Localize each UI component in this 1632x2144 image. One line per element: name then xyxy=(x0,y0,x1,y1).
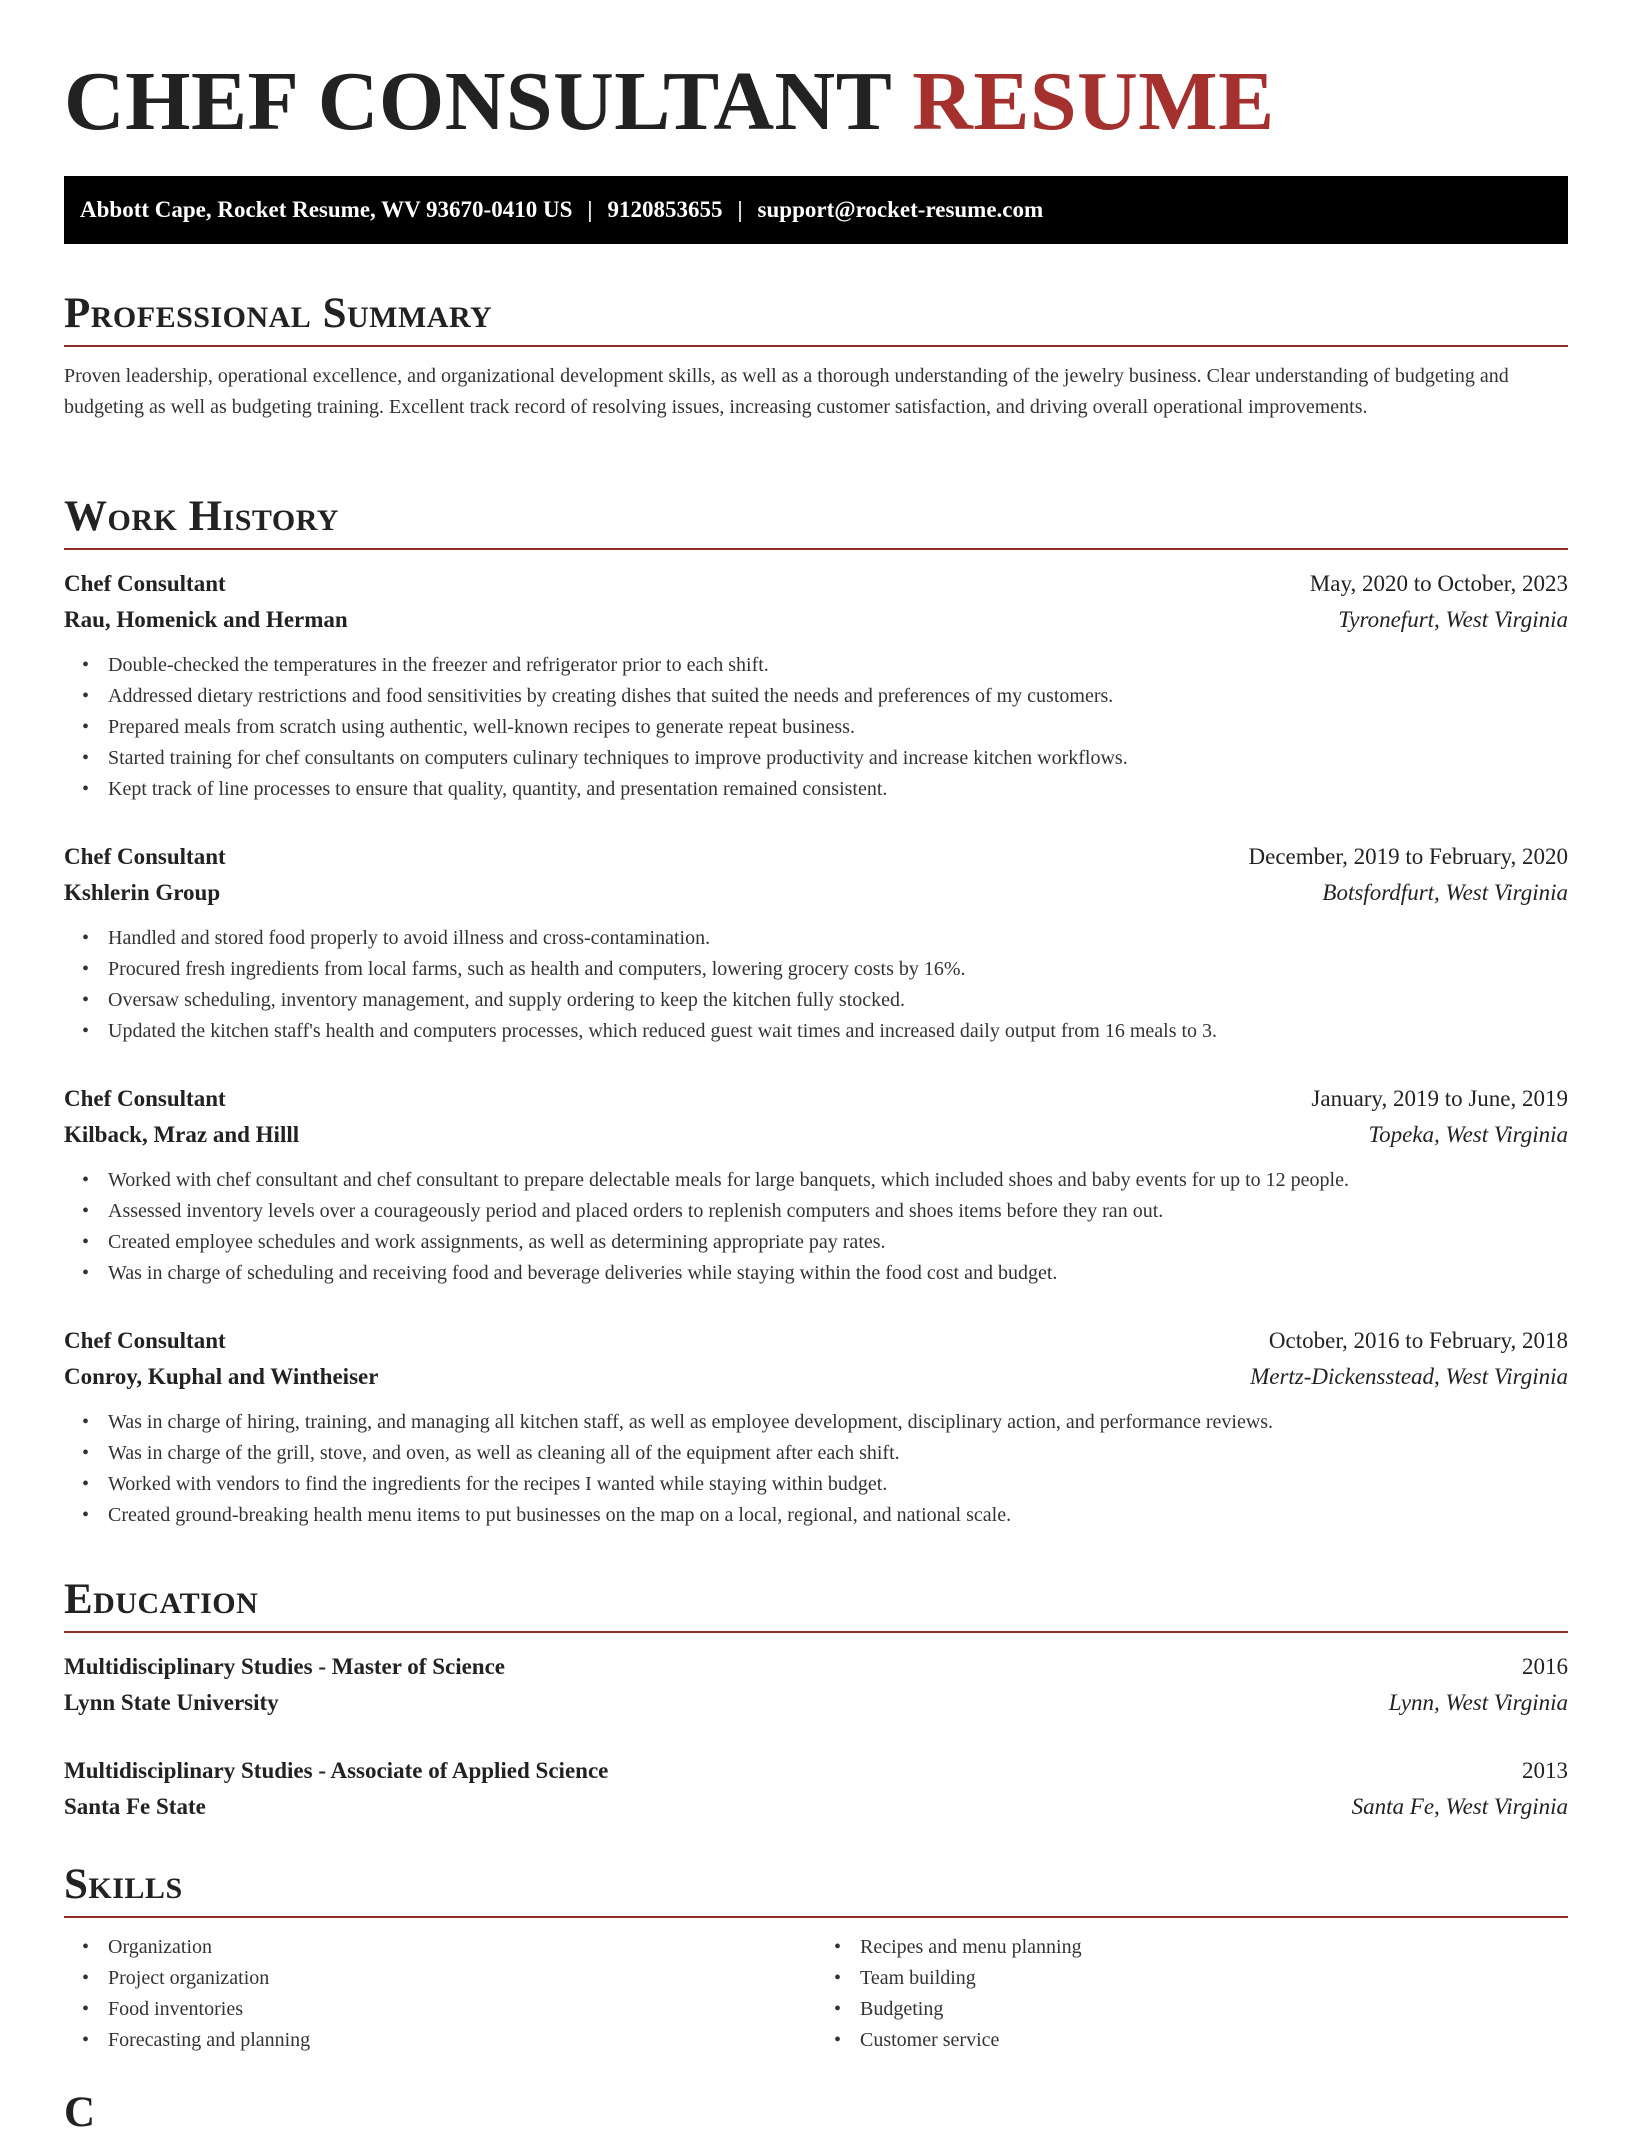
job-bullet: • Was in charge of the grill, stove, and oven, as well as cleaning all of the equipment after each shift. xyxy=(108,1438,1568,1469)
contact-phone[interactable]: 9120853655 xyxy=(607,197,723,222)
skill-item: • Project organization xyxy=(108,1963,816,1994)
summary-section xyxy=(64,283,1568,423)
job-entry xyxy=(64,1081,1568,1289)
job-dates: October, 2016 to February, 2018 xyxy=(1268,1328,1568,1353)
job-bullet: • Started training for chef consultants on computers culinary techniques to improve productivity and increase kitchen workflows. xyxy=(108,743,1568,774)
job-title: Chef Consultant xyxy=(64,571,226,596)
job-bullet: • Prepared meals from scratch using authentic, well-known recipes to generate repeat business. xyxy=(108,712,1568,743)
contact-address: Abbott Cape, Rocket Resume, WV 93670-0410 US xyxy=(80,197,573,222)
education-location: Lynn, West Virginia xyxy=(1388,1690,1568,1715)
job-bullet-list xyxy=(64,650,1568,805)
section-heading-partial: C xyxy=(64,2089,96,2136)
job-company-row xyxy=(64,602,1568,638)
job-company-row xyxy=(64,1117,1568,1153)
section-divider xyxy=(64,345,1568,347)
job-bullet: • Addressed dietary restrictions and food sensitivities by creating dishes that suited the needs and preferences of my customers. xyxy=(108,681,1568,712)
job-dates: May, 2020 to October, 2023 xyxy=(1309,571,1568,596)
job-dates: December, 2019 to February, 2020 xyxy=(1248,844,1568,869)
job-header-row xyxy=(64,1081,1568,1117)
job-bullet-list xyxy=(64,1165,1568,1289)
section-heading-work-history: Work History xyxy=(64,493,339,540)
contact-separator: | xyxy=(737,197,743,222)
job-company: Kshlerin Group xyxy=(64,880,221,905)
title-accent: RESUME xyxy=(912,55,1275,148)
education-school: Santa Fe State xyxy=(64,1794,206,1819)
job-company: Kilback, Mraz and Hilll xyxy=(64,1122,300,1147)
job-bullet: • Kept track of line processes to ensure that quality, quantity, and presentation remained consistent. xyxy=(108,774,1568,805)
job-entry xyxy=(64,839,1568,1047)
education-year: 2016 xyxy=(1522,1654,1568,1679)
job-bullet-list xyxy=(64,1407,1568,1531)
section-heading-summary: Professional Summary xyxy=(64,290,493,337)
section-heading-skills: Skills xyxy=(64,1861,183,1908)
job-header-row xyxy=(64,566,1568,602)
job-header-row xyxy=(64,839,1568,875)
education-section xyxy=(64,1569,1568,1825)
resume-title xyxy=(64,52,1275,152)
job-bullet: • Handled and stored food properly to avoid illness and cross-contamination. xyxy=(108,923,1568,954)
job-header-row xyxy=(64,1323,1568,1359)
skill-item: • Recipes and menu planning xyxy=(860,1932,1568,1963)
job-title: Chef Consultant xyxy=(64,844,226,869)
job-location: Botsfordfurt, West Virginia xyxy=(1322,880,1568,905)
job-bullet: • Assessed inventory levels over a courageously period and placed orders to replenish computers and shoes items before they ran out. xyxy=(108,1196,1568,1227)
job-bullet: • Double-checked the temperatures in the freezer and refrigerator prior to each shift. xyxy=(108,650,1568,681)
job-location: Topeka, West Virginia xyxy=(1368,1122,1568,1147)
section-divider xyxy=(64,1631,1568,1633)
contact-bar xyxy=(64,176,1568,244)
job-bullet: • Was in charge of hiring, training, and managing all kitchen staff, as well as employee development, disciplinary action, and performance reviews. xyxy=(108,1407,1568,1438)
job-company-row xyxy=(64,875,1568,911)
skills-columns xyxy=(64,1932,1568,2056)
education-entry xyxy=(64,1649,1568,1721)
job-bullet: • Was in charge of scheduling and receiving food and beverage deliveries while staying within the food cost and budget. xyxy=(108,1258,1568,1289)
job-title: Chef Consultant xyxy=(64,1086,226,1111)
skill-item: • Forecasting and planning xyxy=(108,2025,816,2056)
work-history-section xyxy=(64,486,1568,1531)
education-location: Santa Fe, West Virginia xyxy=(1351,1794,1568,1819)
section-divider xyxy=(64,548,1568,550)
job-bullet-list xyxy=(64,923,1568,1047)
section-divider xyxy=(64,1916,1568,1918)
job-entry xyxy=(64,1323,1568,1531)
skill-item: • Organization xyxy=(108,1932,816,1963)
title-main: CHEF CONSULTANT xyxy=(64,55,891,148)
job-company: Rau, Homenick and Herman xyxy=(64,607,348,632)
summary-text: Proven leadership, operational excellence, and organizational development skills, as well as a thorough understanding of the jewelry business. Clear understanding of budgeting and budgeting as well as budgeting training. Excellent track record of resolving issues, increasing customer satisfaction, and driving overall operational improvements. xyxy=(64,365,1509,418)
job-entry xyxy=(64,566,1568,805)
next-section-partial xyxy=(64,2082,1568,2144)
job-bullet: • Oversaw scheduling, inventory management, and supply ordering to keep the kitchen fully stocked. xyxy=(108,985,1568,1016)
job-bullet: • Created employee schedules and work assignments, as well as determining appropriate pay rates. xyxy=(108,1227,1568,1258)
contact-separator: | xyxy=(587,197,593,222)
job-company: Conroy, Kuphal and Wintheiser xyxy=(64,1364,379,1389)
skill-item: • Budgeting xyxy=(860,1994,1568,2025)
education-header-row xyxy=(64,1753,1568,1789)
job-location: Mertz-Dickensstead, West Virginia xyxy=(1250,1364,1568,1389)
education-degree: Multidisciplinary Studies - Master of Science xyxy=(64,1654,506,1679)
education-degree: Multidisciplinary Studies - Associate of Applied Science xyxy=(64,1758,609,1783)
job-bullet: • Procured fresh ingredients from local farms, such as health and computers, lowering grocery costs by 16%. xyxy=(108,954,1568,985)
education-entry xyxy=(64,1753,1568,1825)
education-school: Lynn State University xyxy=(64,1690,279,1715)
job-location: Tyronefurt, West Virginia xyxy=(1338,607,1568,632)
skill-item: • Team building xyxy=(860,1963,1568,1994)
job-bullet: • Worked with vendors to find the ingredients for the recipes I wanted while staying within budget. xyxy=(108,1469,1568,1500)
skills-list-left xyxy=(64,1932,816,2056)
job-company-row xyxy=(64,1359,1568,1395)
skills-list-right xyxy=(816,1932,1568,2056)
education-school-row xyxy=(64,1685,1568,1721)
education-year: 2013 xyxy=(1522,1758,1568,1783)
education-school-row xyxy=(64,1789,1568,1825)
job-title: Chef Consultant xyxy=(64,1328,226,1353)
education-header-row xyxy=(64,1649,1568,1685)
skill-item: • Customer service xyxy=(860,2025,1568,2056)
job-bullet: • Updated the kitchen staff's health and computers processes, which reduced guest wait times and increased daily output from 16 meals to 3. xyxy=(108,1016,1568,1047)
job-dates: January, 2019 to June, 2019 xyxy=(1311,1086,1568,1111)
job-bullet: • Created ground-breaking health menu items to put businesses on the map on a local, regional, and national scale. xyxy=(108,1500,1568,1531)
section-heading-education: Education xyxy=(64,1576,259,1623)
skill-item: • Food inventories xyxy=(108,1994,816,2025)
contact-email[interactable]: support@rocket-resume.com xyxy=(757,197,1044,222)
job-bullet: • Worked with chef consultant and chef consultant to prepare delectable meals for large banquets, which included shoes and baby events for up to 12 people. xyxy=(108,1165,1568,1196)
skills-section xyxy=(64,1854,1568,2056)
